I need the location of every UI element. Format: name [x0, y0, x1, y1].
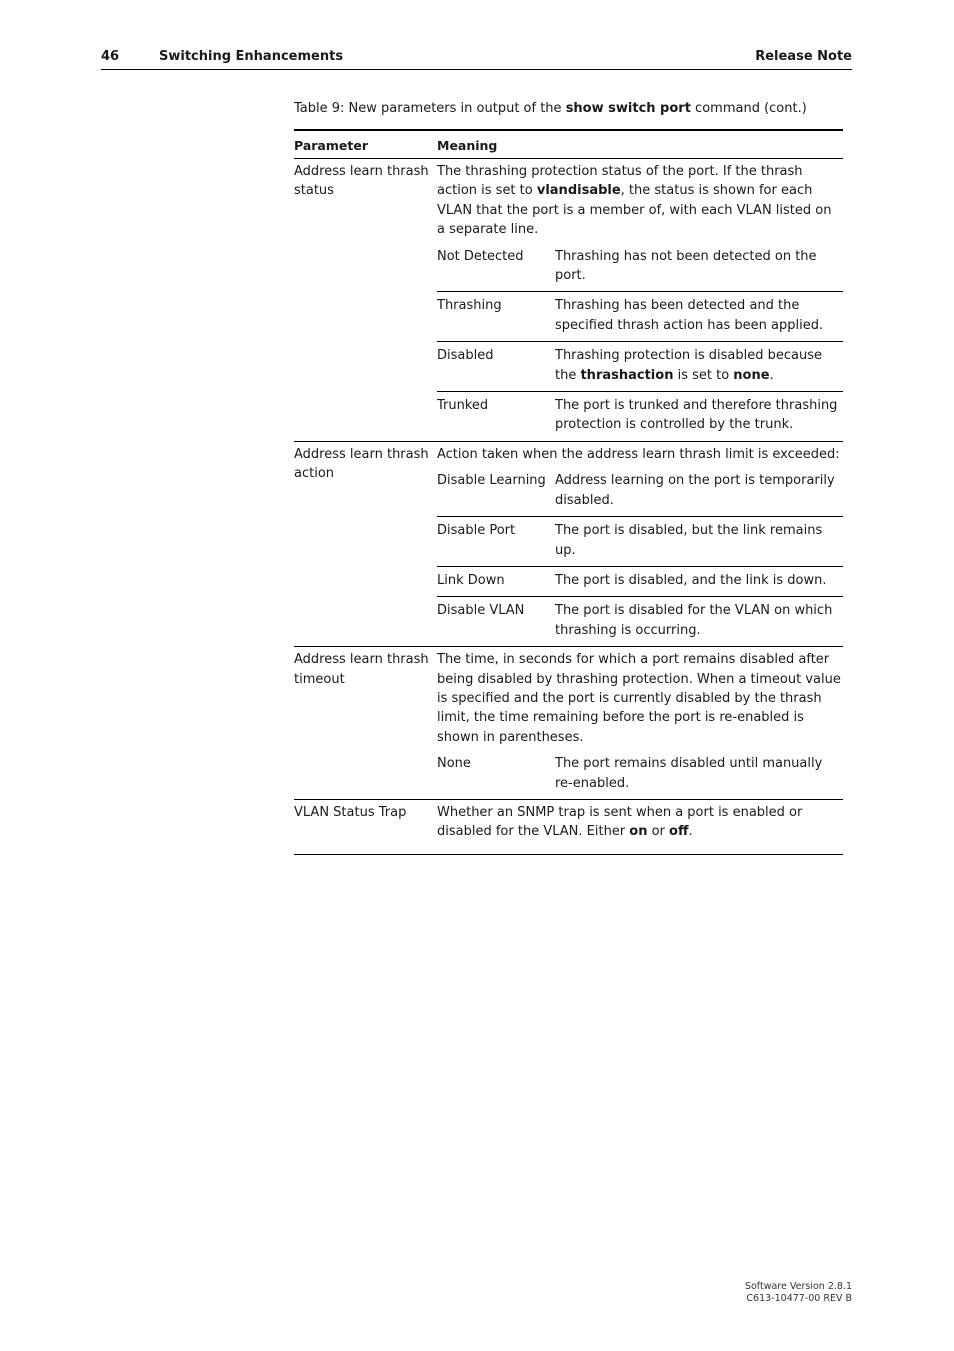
parameter-name: Address learn thrash action	[294, 446, 429, 482]
value-text: The port remains disabled until manually re-enabled.	[555, 756, 823, 791]
value-row	[437, 246, 843, 292]
table-caption: Table 9: New parameters in output of the show switch port command (cont.)	[294, 101, 807, 116]
document-type: Release Note	[755, 49, 852, 64]
parameter-name: Address learn thrash timeout	[294, 652, 429, 687]
value-row	[437, 291, 843, 341]
parameters-table	[294, 129, 843, 855]
value-row	[437, 391, 843, 441]
meaning-cell	[437, 647, 843, 799]
meaning-description: Action taken when the address learn thrash limit is exceeded:	[437, 446, 840, 462]
section-title: Switching Enhancements	[159, 49, 344, 64]
table-row	[294, 442, 843, 647]
header-meaning: Meaning	[437, 138, 498, 153]
value-row	[437, 566, 843, 596]
value-key: Link Down	[437, 572, 505, 588]
value-key: Not Detected	[437, 248, 524, 264]
value-row	[437, 470, 843, 516]
value-key: None	[437, 756, 471, 772]
meaning-cell	[437, 442, 843, 646]
meaning-cell	[437, 800, 843, 854]
meaning-description: The time, in seconds for which a port remains disabled after being disabled by thrashing protection. When a timeout value is specified and the port is currently disabled by the thrash limit, the time remaining before the port is re-enabled is shown in parentheses.	[437, 652, 841, 745]
value-row	[437, 753, 843, 799]
header-parameter: Parameter	[294, 138, 368, 153]
value-text: The port is trunked and therefore thrashing protection is controlled by the trunk.	[555, 398, 838, 433]
value-text: Thrashing has not been detected on the port.	[555, 248, 817, 284]
table-row	[294, 647, 843, 800]
value-key: Trunked	[437, 398, 489, 414]
value-key: Disable Learning	[437, 473, 546, 489]
parameter-name: Address learn thrash status	[294, 164, 429, 199]
value-row	[437, 516, 843, 566]
value-text: The port is disabled, and the link is down.	[555, 572, 827, 588]
document-id: C613-10477-00 REV B	[746, 1293, 852, 1304]
parameter-name: VLAN Status Trap	[294, 804, 407, 820]
value-text: Thrashing protection is disabled because the thrashaction is set to none.	[555, 348, 823, 383]
page-header	[101, 48, 852, 70]
table-header	[294, 129, 843, 159]
meaning-cell	[437, 159, 843, 441]
meaning-description: Whether an SNMP trap is sent when a port is enabled or disabled for the VLAN. Either on or off.	[437, 804, 803, 840]
value-key: Disabled	[437, 348, 494, 364]
value-text: The port is disabled, but the link remains up.	[555, 523, 823, 558]
meaning-description: The thrashing protection status of the port. If the thrash action is set to vlandisable, the status is shown for each VLAN that the port is a member of, with each VLAN listed on a separate line.	[437, 164, 832, 238]
value-key: Disable Port	[437, 523, 516, 539]
value-text: Address learning on the port is temporarily disabled.	[555, 473, 835, 508]
value-row	[437, 596, 843, 646]
page-footer	[745, 1281, 852, 1305]
value-key: Disable VLAN	[437, 603, 525, 619]
value-key: Thrashing	[437, 298, 502, 314]
software-version: Software Version 2.8.1	[744, 1281, 852, 1292]
table-row	[294, 159, 843, 442]
page-number: 46	[101, 49, 120, 64]
value-text: The port is disabled for the VLAN on which thrashing is occurring.	[555, 603, 833, 638]
command-name: show switch port	[565, 101, 691, 116]
value-row	[437, 341, 843, 391]
table-row	[294, 800, 843, 855]
value-text: Thrashing has been detected and the specified thrash action has been applied.	[555, 298, 824, 333]
